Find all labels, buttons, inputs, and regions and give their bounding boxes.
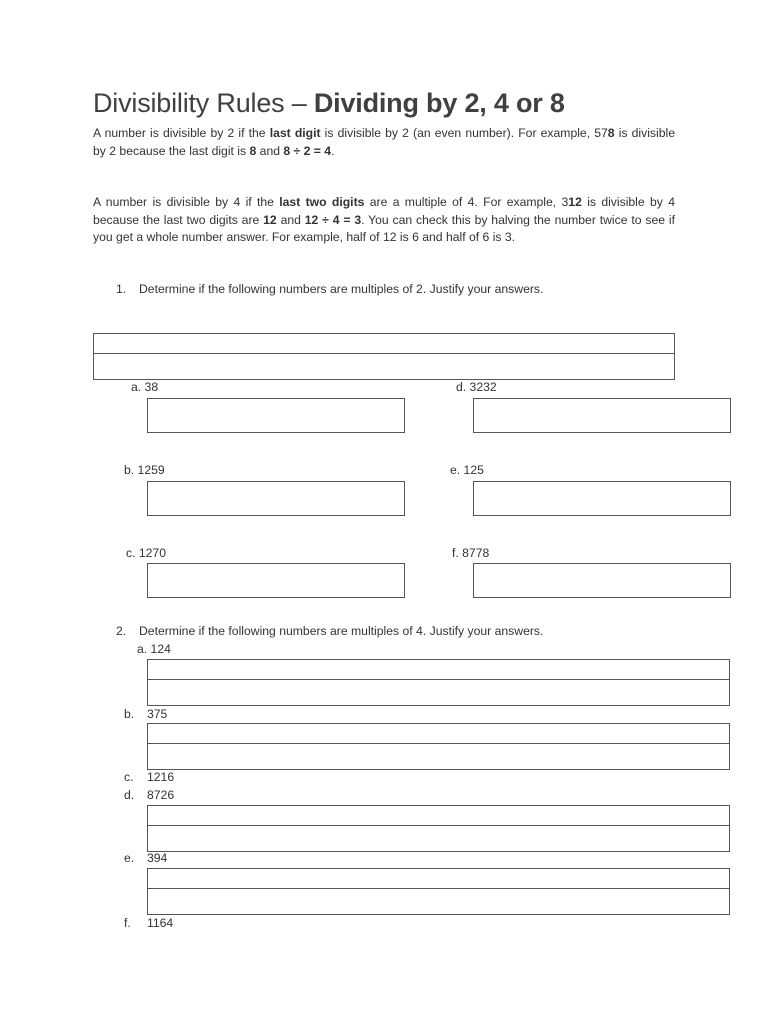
para1-bold-1: last digit [269, 126, 321, 140]
item-label-2a: a. 124 [137, 642, 171, 656]
box-divider [148, 679, 729, 680]
para2-text-2: are a multiple of 4. For example, 3 [364, 195, 569, 209]
item-label-1a: a. 38 [131, 380, 159, 394]
para1-text-4: and [256, 143, 284, 158]
answer-box-1b[interactable] [147, 481, 405, 516]
item-label-1e: e. 125 [450, 463, 484, 477]
title-bold: Dividing by 2, 4 or 8 [313, 88, 565, 118]
answer-box-1a[interactable] [147, 398, 405, 433]
question-2-number: 2. [116, 624, 127, 638]
para2-text-3: is divisible by 4 because the last two digits are [93, 195, 675, 227]
answer-box-1d[interactable] [473, 398, 731, 433]
question-1-number: 1. [116, 282, 127, 296]
para1-text-5: . [331, 143, 335, 158]
answer-box-1e[interactable] [473, 481, 731, 516]
para1-bold-3: 8 [249, 143, 257, 158]
rule-paragraph-4 [93, 194, 675, 247]
item-letter-2d: d. [124, 788, 135, 802]
para2-text-4: and [276, 212, 305, 227]
answer-box-2d[interactable] [147, 805, 730, 852]
answer-box-1f[interactable] [473, 563, 731, 598]
item-label-1c: c. 1270 [126, 546, 166, 560]
box-divider [148, 743, 729, 744]
page-title [93, 88, 565, 119]
para2-bold-3: 12 [263, 212, 277, 227]
answer-box-2b[interactable] [147, 723, 730, 770]
para2-bold-4: 12 ÷ 4 = 3 [304, 212, 362, 227]
para1-text-2: is divisible by 2 (an even number). For example, 57 [320, 126, 608, 140]
answer-box-2e[interactable] [147, 868, 730, 915]
question-2-text: Determine if the following numbers are multiples of 4. Justify your answers. [139, 624, 544, 638]
para2-text-1: A number is divisible by 4 if the [93, 195, 280, 209]
rule-paragraph-2 [93, 125, 675, 160]
item-number-2e: 394 [147, 851, 168, 865]
item-number-2d: 8726 [147, 788, 175, 802]
item-number-2b: 375 [147, 707, 168, 721]
item-number-2f: 1164 [147, 916, 174, 930]
para2-text-5: . You can check this by halving the number twice to see if you get a whole number answer. For example, half of 12 is 6 and half of 6 is 3. [93, 212, 675, 244]
answer-box-2a[interactable] [147, 659, 730, 706]
answer-table-q1[interactable] [93, 333, 675, 380]
item-number-2c: 1216 [147, 770, 175, 784]
item-label-1f: f. 8778 [452, 546, 490, 560]
item-letter-2e: e. [124, 851, 135, 865]
item-letter-2f: f. [124, 916, 131, 930]
para2-bold-1: last two digits [279, 195, 365, 209]
item-letter-2c: c. [124, 770, 134, 784]
para1-text-1: A number is divisible by 2 if the [93, 126, 270, 140]
para1-bold-4: 8 ÷ 2 = 4 [283, 143, 332, 158]
box-divider [148, 888, 729, 889]
title-light: Divisibility Rules – [93, 88, 314, 118]
item-letter-2b: b. [124, 707, 135, 721]
item-label-1b: b. 1259 [124, 463, 165, 477]
item-label-1d: d. 3232 [456, 380, 497, 394]
question-1-text: Determine if the following numbers are multiples of 2. Justify your answers. [139, 282, 544, 296]
para2-bold-2: 12 [568, 195, 582, 209]
table-divider [94, 353, 674, 354]
para1-bold-2: 8 [607, 126, 615, 140]
answer-box-1c[interactable] [147, 563, 405, 598]
para1-text-3: is divisible by 2 because the last digit is [93, 126, 675, 158]
box-divider [148, 825, 729, 826]
